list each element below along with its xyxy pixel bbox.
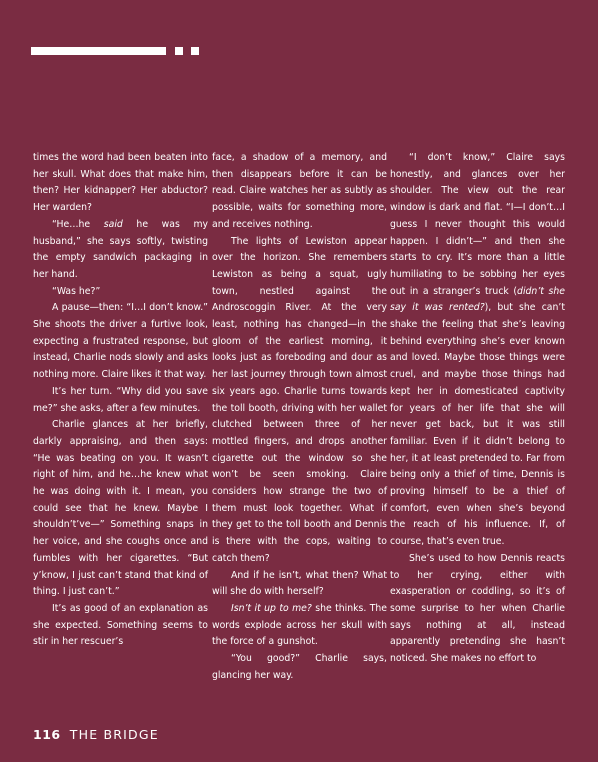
text-column-1 <box>33 150 208 651</box>
paragraph <box>390 551 565 668</box>
paragraph <box>33 150 208 217</box>
paragraph-text: ), but she can’t shake the feeling that she’s leaving behind everything she’s ever known and loved. Maybe those things were cruel, and maybe those things had kept her in domesticated captivity for years of her life that she will never get back, but it was still familiar. Even if it didn’t belong to her, it at least pretended to. Far from being only a thief of time, Dennis is proving himself to be a thief of comfort, even when she’s beyond the reach of his influence. If, of course, that’s even true. <box>390 302 565 548</box>
paragraph-text: “He…he <box>52 218 104 230</box>
paragraph-text: she thinks. The words explode across her skull with the force of a gunshot. <box>212 602 387 648</box>
paragraph-text: She’s used to how Dennis reacts to her crying, either with exasperation or coddling, so it’s of some surprise to her when Charlie says nothing at all, instead apparently pretending she hasn’t noticed. She makes no effort to <box>390 552 565 665</box>
paragraph-text: “You good?” Charlie says, glancing her way. <box>212 653 387 681</box>
header-square-marker <box>191 47 199 55</box>
paragraph <box>33 284 208 301</box>
paragraph-text: It’s her turn. “Why did you save me?” she asks, after a few minutes. <box>33 385 208 414</box>
italic-text: said <box>103 218 123 230</box>
publication-name: THE BRIDGE <box>69 727 159 742</box>
paragraph <box>212 651 387 684</box>
text-column-3 <box>390 150 565 668</box>
paragraph-text: The lights of Lewiston appear over the horizon. She remembers Lewiston as being a squat, ugly town, nestled against the Androscoggin River. At the very least, nothing has changed—in the gloom of the earliest morning, it looks just as foreboding and dour as her last journey through town almost six years ago. Charlie turns towards the toll booth, driving with her wallet clutched between three of her mottled fingers, and drops another cigarette out the window so she won’t be seen smoking. Claire considers how strange the two of them must look together. What if they get to the toll booth and Dennis is there with the cops, waiting to catch them? <box>212 235 387 564</box>
page-footer <box>33 727 159 742</box>
paragraph-text: face, a shadow of a memory, and then disappears before it can be read. Claire watches her as subtly as possible, waits for something more, and receives nothing. <box>212 152 387 230</box>
header-square-marker <box>175 47 183 55</box>
text-column-2 <box>212 150 387 685</box>
header-rule <box>31 47 166 55</box>
italic-text: didn’t she say it was rented? <box>390 285 565 314</box>
paragraph <box>33 384 208 417</box>
paragraph-text: And if he isn’t, what then? What will she do with herself? <box>212 569 387 598</box>
paragraph <box>33 601 208 651</box>
paragraph-text: times the word had been beaten into her skull. What does that make him, then? Her kidnapper? Her abductor? Her warden? <box>33 152 208 214</box>
paragraph-text: Charlie glances at her briefly, darkly appraising, and then says: “He was beating on you. It wasn’t right of him, and he…he knew what he was doing with it. I mean, you could see that he knew. Maybe I shouldn’t’ve—” Something snaps in her voice, and she coughs once and fumbles with her cigarettes. “But y’know, I just can’t stand that kind of thing. I just can’t.” <box>33 419 208 598</box>
paragraph-text: “Was he?” <box>52 285 101 297</box>
paragraph-text: It’s as good of an explanation as she expected. Something seems to stir in her rescuer’s <box>33 602 208 648</box>
paragraph <box>33 217 208 284</box>
paragraph-text: “I don’t know,” Claire says honestly, and glances over her shoulder. The view out the rear window is dark and flat. “I—I don’t…I guess I never thought this would happen. I didn’t—” and then she starts to cry. It’s more than a little humiliating to be sobbing her eyes out in a stranger’s truck ( <box>390 152 565 297</box>
paragraph <box>212 150 387 234</box>
paragraph <box>390 150 565 551</box>
paragraph <box>33 300 208 384</box>
page-number: 116 <box>33 727 61 742</box>
paragraph <box>212 601 387 651</box>
paragraph <box>212 234 387 568</box>
paragraph <box>212 568 387 601</box>
paragraph <box>33 417 208 601</box>
paragraph-text: A pause—then: “I…I don’t know.” She shoots the driver a furtive look, expecting a frustrated response, but instead, Charlie nods slowly and asks nothing more. Claire likes it that way. <box>33 302 208 381</box>
italic-text: Isn’t it up to me? <box>231 602 312 614</box>
paragraph-text: he was my husband,” she says softly, twisting the empty sandwich packaging in her hand. <box>33 218 208 280</box>
